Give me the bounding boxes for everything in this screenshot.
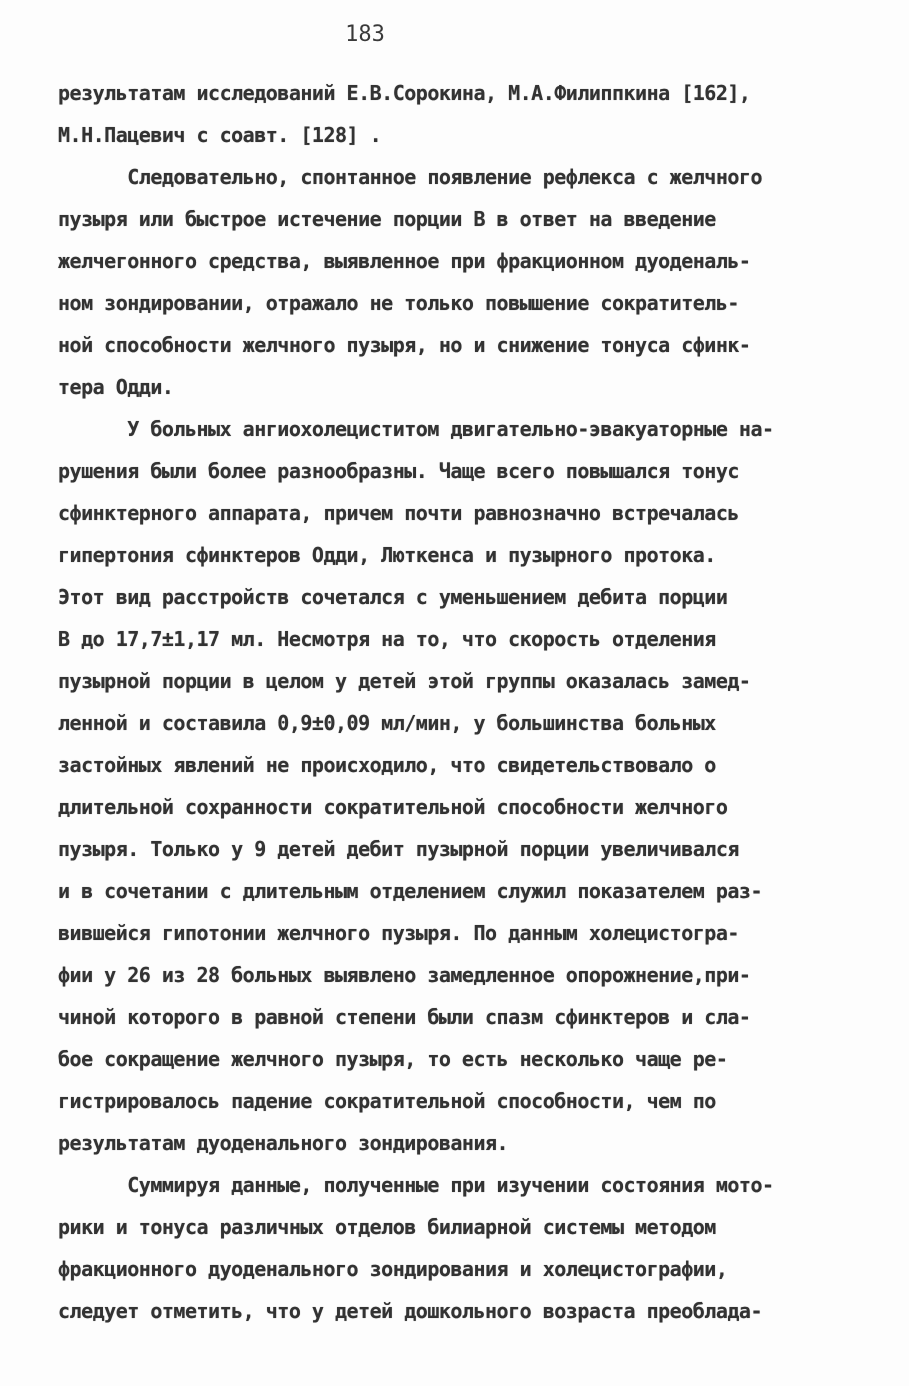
text-line: тера Одди. xyxy=(58,375,174,399)
text-line: Следовательно, спонтанное появление рефлекса с желчного xyxy=(58,165,763,189)
text-line: ном зондировании, отражало не только повышение сократитель- xyxy=(58,291,739,315)
text-line: фии у 26 из 28 больных выявлено замедленное опорожнение,при- xyxy=(58,963,751,987)
text-line: сфинктерного аппарата, причем почти равнозначно встречалась xyxy=(58,501,739,525)
text-line: В до 17,7±1,17 мл. Несмотря на то, что скорость отделения xyxy=(58,627,716,651)
text-line: пузыря или быстрое истечение порции В в ответ на введение xyxy=(58,207,716,231)
text-line: чиной которого в равной степени были спазм сфинктеров и сла- xyxy=(58,1005,751,1029)
text-line: результатам исследований Е.В.Сорокина, М.А.Филиппкина [162], xyxy=(58,81,751,105)
text-line: пузырной порции в целом у детей этой группы оказалась замед- xyxy=(58,669,751,693)
text-line: следует отметить, что у детей дошкольного возраста преоблада- xyxy=(58,1299,763,1323)
text-line: длительной сохранности сократительной способности желчного xyxy=(58,795,728,819)
text-line: ной способности желчного пузыря, но и снижение тонуса сфинк- xyxy=(58,333,751,357)
text-line: пузыря. Только у 9 детей дебит пузырной порции увеличивался xyxy=(58,837,739,861)
text-line: ленной и составила 0,9±0,09 мл/мин, у большинства больных xyxy=(58,711,716,735)
text-line: желчегонного средства, выявленное при фракционном дуоденаль- xyxy=(58,249,751,273)
text-line: и в сочетании с длительным отделением служил показателем раз- xyxy=(58,879,763,903)
text-line: застойных явлений не происходило, что свидетельствовало о xyxy=(58,753,716,777)
text-line: гипертония сфинктеров Одди, Люткенса и пузырного протока. xyxy=(58,543,716,567)
text-line: Этот вид расстройств сочетался с уменьшением дебита порции xyxy=(58,585,728,609)
body-text xyxy=(58,72,858,1332)
text-line: рушения были более разнообразны. Чаще всего повышался тонус xyxy=(58,459,739,483)
text-line: результатам дуоденального зондирования. xyxy=(58,1131,509,1155)
text-line: фракционного дуоденального зондирования и холецистографии, xyxy=(58,1257,728,1281)
text-line: вившейся гипотонии желчного пузыря. По данным холецистогра- xyxy=(58,921,739,945)
text-line: бое сокращение желчного пузыря, то есть несколько чаще ре- xyxy=(58,1047,728,1071)
text-line: У больных ангиохолециститом двигательно-эвакуаторные на- xyxy=(58,417,774,441)
text-line: Суммируя данные, полученные при изучении состояния мото- xyxy=(58,1173,774,1197)
text-line: рики и тонуса различных отделов билиарной системы методом xyxy=(58,1215,716,1239)
text-line: М.Н.Пацевич с соавт. [128] . xyxy=(58,123,382,147)
text-line: гистрировалось падение сократительной способности, чем по xyxy=(58,1089,716,1113)
page-number: 183 xyxy=(345,22,385,47)
